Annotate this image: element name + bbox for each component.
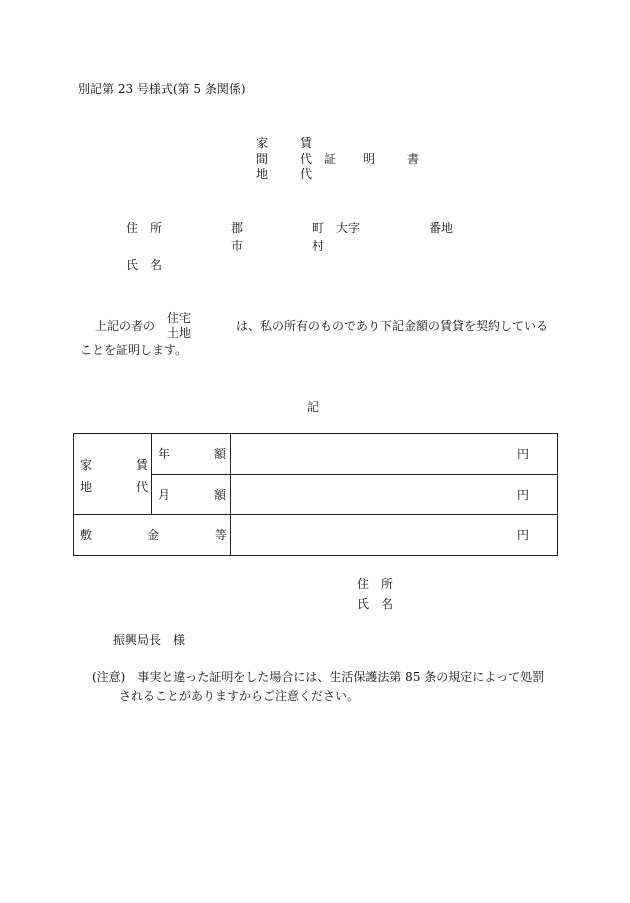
address-machi: 町 — [312, 221, 325, 235]
signer-address-label: 住 所 — [357, 577, 394, 591]
title-char: 明 — [363, 152, 376, 166]
yen-unit: 円 — [516, 528, 529, 542]
deposit-label-char: 等 — [215, 528, 228, 542]
title-char: 賃 — [300, 136, 313, 150]
address-gun: 郡 — [231, 221, 244, 235]
amount-table — [73, 433, 558, 556]
title-char: 代 — [300, 152, 313, 166]
statement-prefix: 上記の者の — [95, 319, 156, 333]
address-banchi: 番地 — [429, 221, 454, 235]
addressee: 振興局長 様 — [113, 633, 186, 647]
statement-option-land: 土地 — [167, 326, 192, 340]
deposit-amount-cell[interactable] — [231, 515, 558, 556]
title-char: 地 — [256, 167, 269, 181]
title-char: 書 — [407, 152, 420, 166]
ki-heading: 記 — [307, 400, 320, 414]
address-oaza: 大字 — [336, 221, 361, 235]
deposit-label-char: 金 — [147, 528, 160, 542]
name-label: 氏 名 — [126, 258, 163, 272]
yen-unit: 円 — [516, 447, 529, 461]
address-shi: 市 — [231, 239, 244, 253]
monthly-label-cell — [152, 475, 231, 515]
address-mura: 村 — [312, 239, 325, 253]
deposit-label-cell — [74, 515, 231, 556]
yen-unit: 円 — [516, 488, 529, 502]
deposit-label-char: 敷 — [80, 528, 93, 542]
statement-option-house: 住宅 — [167, 311, 192, 325]
monthly-label-char: 月 — [158, 488, 171, 502]
annual-label-cell — [152, 434, 231, 475]
address-label: 住 所 — [126, 221, 163, 235]
title-char: 代 — [300, 167, 313, 181]
signer-name-label: 氏 名 — [357, 597, 394, 611]
monthly-amount-cell[interactable] — [231, 475, 558, 515]
rent-label-char: 地 — [80, 480, 93, 494]
title-char: 間 — [256, 152, 269, 166]
statement-middle: は、私の所有のものであり下記金額の賃貸を契約している — [236, 319, 549, 333]
note-line-1: (注意) 事実と違った証明をした場合には、生活保護法第 85 条の規定によって処罰 — [92, 670, 545, 684]
rent-label-cell — [74, 434, 152, 515]
annual-label-char: 年 — [158, 447, 171, 461]
rent-label-char: 賃 — [136, 458, 149, 472]
annual-amount-cell[interactable] — [231, 434, 558, 475]
rent-label-char: 家 — [80, 458, 93, 472]
note-line-2: されることがありますからご注意ください。 — [119, 689, 360, 703]
title-char: 証 — [324, 152, 337, 166]
title-char: 家 — [256, 136, 269, 150]
rent-label-char: 代 — [136, 480, 149, 494]
annual-label-char: 額 — [214, 447, 227, 461]
form-number: 別記第 23 号様式(第 5 条関係) — [78, 82, 246, 96]
monthly-label-char: 額 — [214, 488, 227, 502]
statement-suffix: ことを証明します。 — [80, 343, 188, 357]
